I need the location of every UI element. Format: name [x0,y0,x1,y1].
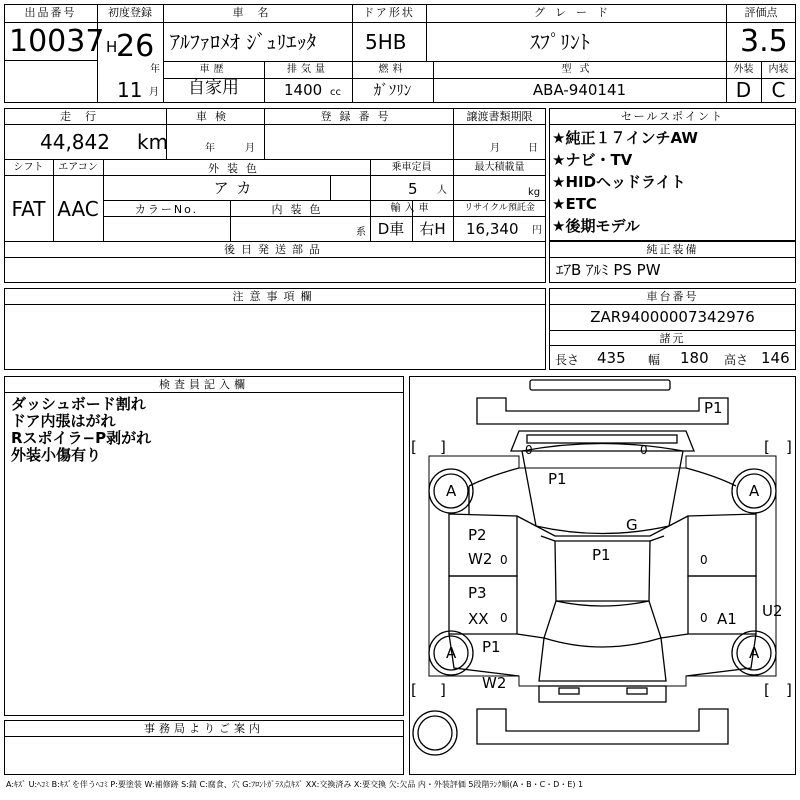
bracket-right-1: ] [440,438,446,456]
color-number-label: カラーNo. [134,203,199,216]
ac-value: AAC [57,197,99,221]
length-label: 長さ [555,353,580,367]
damage-mark-hood: P1 [548,470,567,488]
office-guidance-label: 事務局よりご案内 [144,722,264,735]
chassis-number-value: ZAR94000007342976 [590,308,755,326]
bracket-left-1: [ [411,438,417,456]
bracket-right-2: ] [786,438,792,456]
score-value: 3.5 [740,24,788,59]
registration-number-label: 登録番号 [320,110,397,123]
dimensions-label: 諸元 [659,332,686,345]
interior-color-unit: 系 [356,227,366,238]
wheel-mark-rear-right: A [749,644,760,662]
fuel-value: ｶﾞｿﾘﾝ [373,81,412,99]
chassis-number-label: 車台番号 [646,290,699,303]
score-label: 評価点 [744,6,778,19]
import-label: 輸入車 [390,203,433,214]
bracket-right-3: ] [440,681,446,699]
mileage-unit: km [137,130,169,154]
bracket-left-2: [ [764,438,770,456]
inspection-month-unit: 月 [245,143,255,154]
exterior-label: 外装 [733,64,754,75]
door-type-value: 5HB [365,30,407,54]
width-value: 180 [680,349,709,367]
recycle-deposit-unit: 円 [532,225,542,236]
damage-mark-front-left-door-2: W2 [468,550,493,568]
zero-mark-2: 0 [500,611,508,625]
damage-mark-windshield: G [626,516,638,534]
exterior-color-value: アカ [213,179,260,197]
height-label: 高さ [724,353,749,367]
recycle-deposit-label: リサイクル預託金 [464,203,535,213]
zero-mark-3: 0 [700,553,708,567]
sales-point-1: ★純正１７インチAW [552,129,698,147]
year-unit: 年 [150,64,160,75]
bracket-left-3: [ [411,681,417,699]
displacement-value: 1400 [284,81,323,99]
year-value: 26 [116,29,155,64]
legend-text: A:ｷｽﾞ U:ﾍｺﾐ B:ｷｽﾞを伴うﾍｺﾐ P:要塗装 W:補修跡 S:錆 C:腐食、穴 G:ﾌﾛﾝﾄｶﾞﾗｽ点ｷｽﾞ XX:交換済み X:要交換 欠:欠品 内・外装評価 5段階ﾗﾝｸ順(A・B・C・D・E) 1 [6,780,584,789]
history-label: 車歴 [199,64,228,75]
month-unit: 月 [149,87,159,98]
equipment-value: ｴｱB ｱﾙﾐ PS PW [556,261,661,279]
sales-point-5: ★後期モデル [552,217,640,235]
mileage-value: 44,842 [40,130,110,154]
shift-value: FAT [11,197,46,221]
damage-mark-front-left-door: P2 [468,526,487,544]
length-value: 435 [597,349,626,367]
fuel-label: 燃料 [378,64,407,75]
displacement-unit: cc [330,87,341,98]
damage-mark-rear-left-door-2: XX [468,610,489,628]
transfer-deadline-label: 譲渡書類期限 [466,110,533,123]
damage-mark-roof: P1 [592,546,611,564]
transfer-day-unit: 日 [528,143,538,154]
wheel-mark-front-left: A [446,482,457,500]
sales-point-2: ★ナビ・TV [552,151,633,169]
grade-label: グレード [534,6,618,19]
wheel-mark-rear-left: A [446,644,457,662]
history-value: 自家用 [188,78,239,98]
bracket-right-4: ] [786,681,792,699]
interior-score: C [771,78,786,102]
width-label: 幅 [648,353,661,367]
interior-label: 内装 [768,64,789,75]
car-outline-diagram [409,376,796,775]
inspector-line-1: ダッシュボード割れ [11,395,146,413]
ac-label: エアコン [58,162,98,173]
inspection-year-unit: 年 [205,143,215,154]
zero-mark-4: 0 [700,611,708,625]
inspector-line-3: Rスポイラ−P剥がれ [11,429,152,447]
inspector-notes-label: 検査員記入欄 [159,378,249,391]
damage-mark-rear-left-door: P3 [468,584,487,602]
zero-mark-1: 0 [500,553,508,567]
lot-number-value: 10037 [9,24,105,59]
damage-mark-rear-right-door: A1 [717,610,737,628]
inspector-line-2: ドア内張はがれ [11,412,116,430]
capacity-value: 5 [408,180,418,198]
car-name-label: 車名 [232,6,283,19]
zero-mark-5: 0 [525,443,533,457]
wheel-mark-front-right: A [749,482,760,500]
damage-mark-rear-left-fender-2: W2 [482,674,507,692]
sales-points-label: セールスポイント [620,110,724,123]
displacement-label: 排気量 [287,64,329,75]
month-value: 11 [117,78,143,102]
max-load-label: 最大積載量 [474,162,525,173]
height-value: 146 [761,349,790,367]
transfer-month-unit: 月 [490,143,500,154]
interior-color-label: 内装色 [271,203,329,216]
inspector-line-4: 外装小傷有り [11,446,102,464]
recycle-deposit-value: 16,340 [466,220,519,238]
later-parts-label: 後日発送部品 [224,243,326,256]
damage-mark-front-bumper: P1 [704,399,723,417]
exterior-score: D [735,78,752,102]
sales-point-3: ★HIDヘッドライト [552,173,686,191]
lot-number-label: 出品番号 [24,6,77,19]
import-drive: D車 [377,220,405,238]
mileage-label: 走行 [60,110,110,123]
bracket-left-4: [ [764,681,770,699]
max-load-unit: kg [528,187,541,198]
import-handle: 右H [419,220,446,238]
car-name-value: ｱﾙﾌｧﾛﾒｵ ｼﾞｭﾘｴｯﾀ [170,30,317,54]
equipment-label: 純正装備 [646,243,699,256]
grade-value: ｽﾌﾟﾘﾝﾄ [530,30,590,54]
shift-label: シフト [13,162,44,173]
damage-mark-rear-right-fender: U2 [762,602,783,620]
inspection-label: 車検 [196,110,234,123]
first-registration-label: 初度登録 [108,6,152,19]
sales-point-4: ★ETC [552,195,597,213]
capacity-label: 乗車定員 [391,162,432,173]
capacity-unit: 人 [437,185,447,196]
door-type-label: ドア形状 [363,6,415,19]
exterior-color-label: 外装色 [208,162,265,175]
model-value: ABA-940141 [532,81,627,99]
model-label: 型式 [561,64,598,75]
era-value: H [106,38,118,56]
zero-mark-6: 0 [640,443,648,457]
notes-label: 注意事項欄 [232,290,318,303]
damage-mark-rear-left-fender: P1 [482,638,501,656]
